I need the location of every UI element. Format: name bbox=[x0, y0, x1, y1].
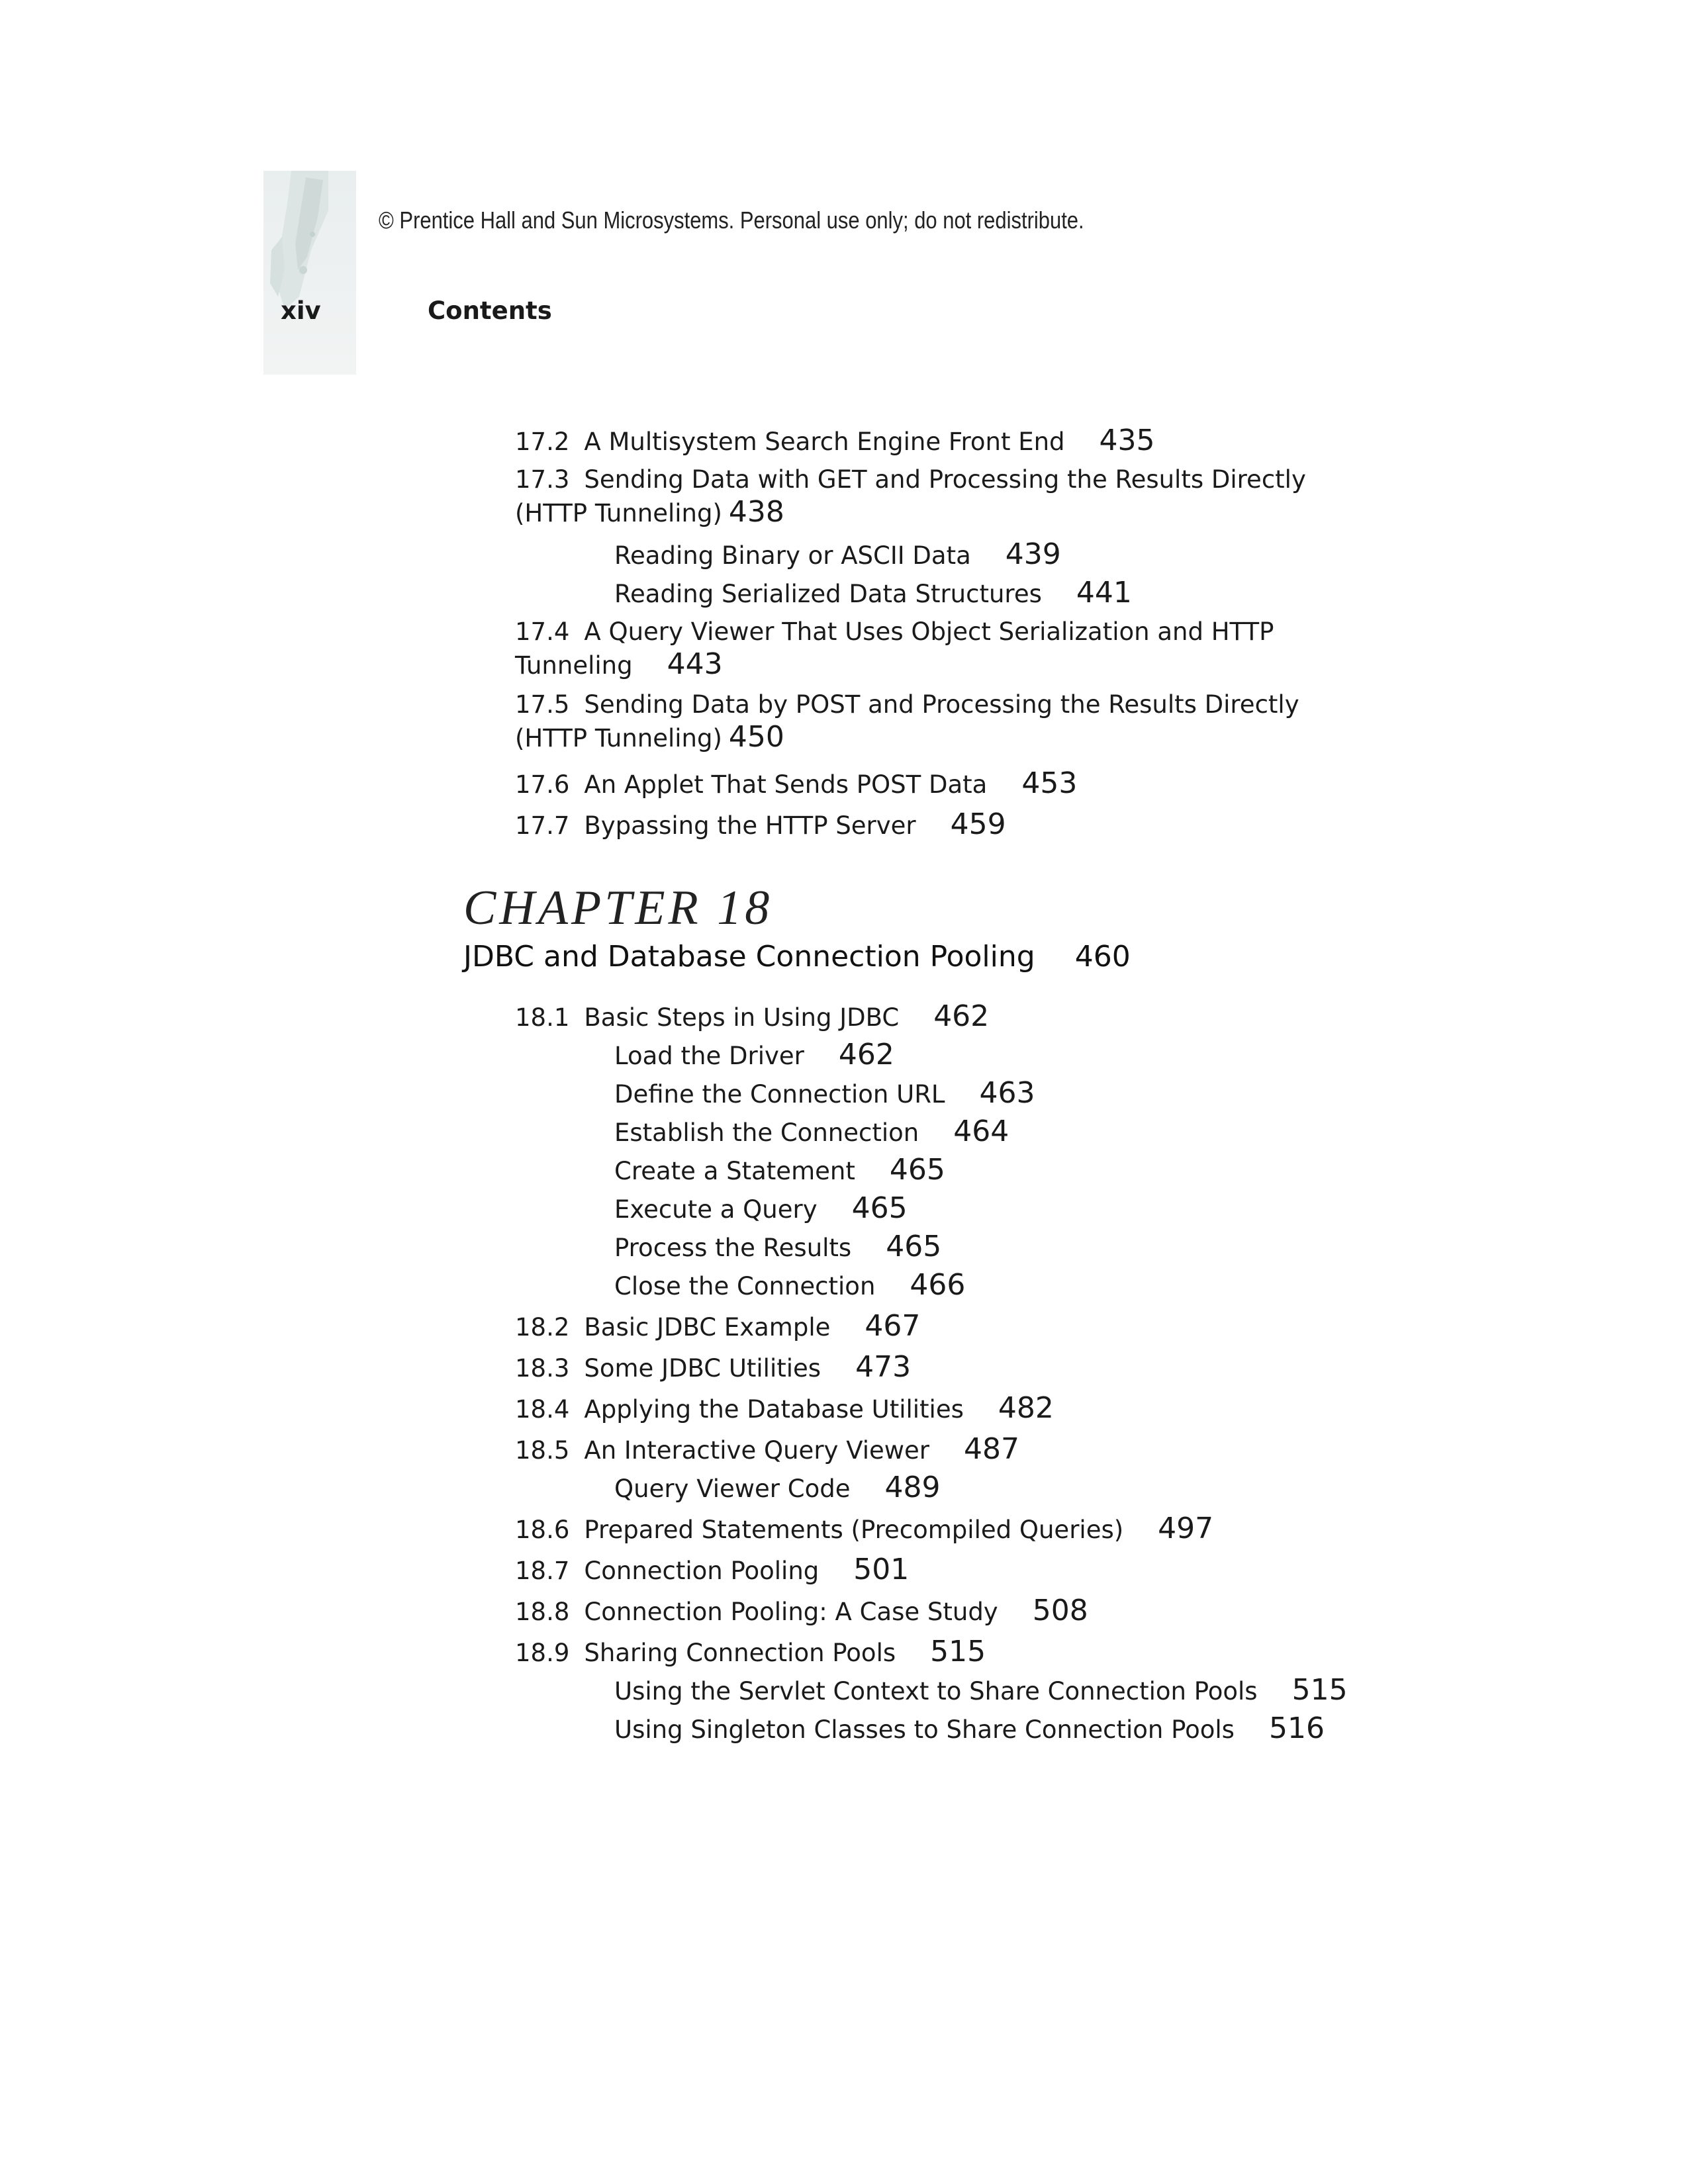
section-title-cont: (HTTP Tunneling) bbox=[515, 724, 722, 752]
section-title: Prepared Statements (Precompiled Queries) bbox=[584, 1516, 1124, 1544]
toc-entry[interactable] bbox=[515, 1309, 920, 1343]
section-title: Sending Data by POST and Processing the Results Directly bbox=[584, 690, 1299, 719]
toc-entry[interactable] bbox=[515, 1432, 1019, 1466]
page-ref: 516 bbox=[1268, 1711, 1325, 1745]
page-ref: 515 bbox=[1291, 1673, 1348, 1707]
toc-subentry[interactable] bbox=[614, 1268, 965, 1302]
section-number: 18.6 bbox=[515, 1516, 570, 1544]
section-number: 18.1 bbox=[515, 1003, 570, 1032]
section-number: 17.4 bbox=[515, 617, 570, 646]
toc-subentry[interactable] bbox=[614, 1153, 945, 1187]
section-number: 17.5 bbox=[515, 690, 570, 719]
section-title: Applying the Database Utilities bbox=[584, 1395, 964, 1424]
section-title: Basic JDBC Example bbox=[584, 1313, 831, 1342]
page-ref: 438 bbox=[728, 495, 784, 529]
section-number: 18.3 bbox=[515, 1354, 570, 1383]
page-ref: 460 bbox=[1074, 940, 1131, 974]
section-number: 17.6 bbox=[515, 770, 570, 799]
section-number: 17.3 bbox=[515, 465, 570, 494]
page-ref: 482 bbox=[998, 1391, 1054, 1425]
toc-entry[interactable] bbox=[515, 807, 1006, 841]
page-ref: 467 bbox=[865, 1309, 921, 1343]
page-ref: 439 bbox=[1005, 537, 1061, 571]
page-ref: 501 bbox=[853, 1553, 910, 1586]
toc-subentry[interactable] bbox=[614, 1038, 894, 1071]
page-ref: 465 bbox=[851, 1191, 908, 1225]
section-title: An Interactive Query Viewer bbox=[584, 1436, 929, 1465]
toc-subentry[interactable] bbox=[614, 1711, 1325, 1745]
chapter-title-text: JDBC and Database Connection Pooling bbox=[463, 940, 1035, 974]
section-title-cont: Tunneling bbox=[515, 651, 633, 680]
section-title: Bypassing the HTTP Server bbox=[584, 811, 916, 840]
subsection-title: Process the Results bbox=[614, 1234, 852, 1262]
toc-entry[interactable] bbox=[515, 1594, 1088, 1627]
subsection-title: Create a Statement bbox=[614, 1157, 855, 1185]
page-ref: 435 bbox=[1099, 424, 1155, 457]
toc-entry[interactable] bbox=[515, 766, 1077, 800]
section-number: 18.4 bbox=[515, 1395, 570, 1424]
page-ref: 462 bbox=[933, 999, 990, 1033]
page-ref: 464 bbox=[953, 1115, 1009, 1148]
page-ref: 443 bbox=[667, 647, 723, 681]
section-title-continued bbox=[515, 720, 1299, 754]
toc-entry[interactable] bbox=[515, 1350, 911, 1384]
toc-entry[interactable] bbox=[515, 1635, 986, 1668]
toc-entry[interactable] bbox=[515, 1391, 1054, 1425]
section-title: Connection Pooling: A Case Study bbox=[584, 1598, 998, 1626]
page-ref: 463 bbox=[979, 1076, 1035, 1110]
page-ref: 487 bbox=[963, 1432, 1019, 1466]
page-number: xiv bbox=[281, 296, 321, 325]
subsection-title: Load the Driver bbox=[614, 1042, 804, 1070]
section-title-cont: (HTTP Tunneling) bbox=[515, 499, 722, 527]
page-ref: 459 bbox=[950, 807, 1006, 841]
section-title: Some JDBC Utilities bbox=[584, 1354, 821, 1383]
subsection-title: Execute a Query bbox=[614, 1195, 818, 1224]
page-ref: 441 bbox=[1076, 576, 1132, 610]
subsection-title: Reading Binary or ASCII Data bbox=[614, 541, 971, 570]
section-title: An Applet That Sends POST Data bbox=[584, 770, 988, 799]
section-title-continued bbox=[515, 495, 1306, 529]
subsection-title: Reading Serialized Data Structures bbox=[614, 580, 1042, 608]
toc-subentry[interactable] bbox=[614, 1191, 908, 1225]
section-number: 17.2 bbox=[515, 428, 570, 456]
section-title-continued bbox=[515, 647, 1274, 681]
section-title: A Multisystem Search Engine Front End bbox=[584, 428, 1065, 456]
section-title: Sending Data with GET and Processing the Results Directly bbox=[584, 465, 1306, 494]
page-ref: 453 bbox=[1021, 766, 1078, 800]
section-number: 17.7 bbox=[515, 811, 570, 840]
subsection-title: Define the Connection URL bbox=[614, 1080, 945, 1109]
toc-subentry[interactable] bbox=[614, 537, 1061, 571]
page-ref: 450 bbox=[728, 720, 784, 754]
copyright-notice: © Prentice Hall and Sun Microsystems. Personal use only; do not redistribute. bbox=[379, 206, 1084, 234]
section-title: A Query Viewer That Uses Object Serialization and HTTP bbox=[584, 617, 1274, 646]
toc-subentry[interactable] bbox=[614, 1230, 941, 1263]
section-number: 18.5 bbox=[515, 1436, 570, 1465]
page-ref: 465 bbox=[889, 1153, 945, 1187]
toc-subentry[interactable] bbox=[614, 1471, 940, 1504]
page-ref: 466 bbox=[910, 1268, 966, 1302]
page-ref: 497 bbox=[1158, 1512, 1214, 1545]
toc-entry[interactable] bbox=[515, 690, 1299, 754]
chapter-title[interactable] bbox=[463, 940, 1131, 974]
subsection-title: Query Viewer Code bbox=[614, 1475, 851, 1503]
subsection-title: Using the Servlet Context to Share Connection Pools bbox=[614, 1677, 1258, 1706]
page-ref: 515 bbox=[930, 1635, 986, 1668]
page-ref: 508 bbox=[1032, 1594, 1088, 1627]
toc-entry[interactable] bbox=[515, 424, 1155, 457]
toc-entry[interactable] bbox=[515, 465, 1306, 529]
subsection-title: Close the Connection bbox=[614, 1272, 876, 1300]
chapter-label: CHAPTER 18 bbox=[463, 881, 773, 935]
decorative-tab-graphic bbox=[265, 171, 328, 310]
toc-subentry[interactable] bbox=[614, 576, 1132, 610]
toc-entry[interactable] bbox=[515, 999, 989, 1033]
section-title: Basic Steps in Using JDBC bbox=[584, 1003, 900, 1032]
section-number: 18.7 bbox=[515, 1557, 570, 1585]
page-ref: 465 bbox=[886, 1230, 942, 1263]
page-ref: 489 bbox=[884, 1471, 941, 1504]
section-number: 18.9 bbox=[515, 1639, 570, 1667]
section-number: 18.8 bbox=[515, 1598, 570, 1626]
toc-entry[interactable] bbox=[515, 1512, 1213, 1545]
toc-subentry[interactable] bbox=[614, 1673, 1348, 1707]
page-ref: 473 bbox=[855, 1350, 912, 1384]
section-title: Sharing Connection Pools bbox=[584, 1639, 896, 1667]
toc-entry[interactable] bbox=[515, 617, 1274, 681]
toc-subentry[interactable] bbox=[614, 1076, 1035, 1110]
subsection-title: Establish the Connection bbox=[614, 1118, 919, 1147]
subsection-title: Using Singleton Classes to Share Connection Pools bbox=[614, 1715, 1235, 1744]
page-ref: 462 bbox=[838, 1038, 894, 1071]
toc-subentry[interactable] bbox=[614, 1115, 1009, 1148]
running-head: Contents bbox=[428, 296, 552, 325]
toc-entry[interactable] bbox=[515, 1553, 909, 1586]
section-number: 18.2 bbox=[515, 1313, 570, 1342]
section-title: Connection Pooling bbox=[584, 1557, 820, 1585]
